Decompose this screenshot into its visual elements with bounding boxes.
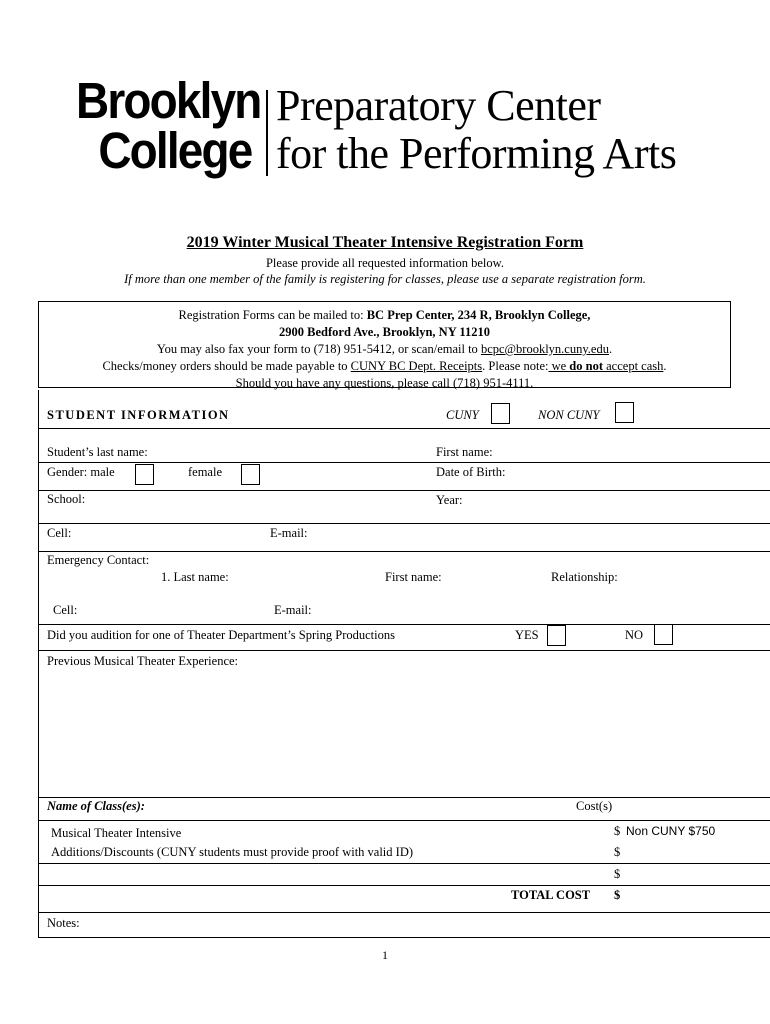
rule (39, 885, 770, 886)
gender-male-label: Gender: male (47, 465, 115, 479)
class-row-musical-theater: Musical Theater Intensive (51, 826, 182, 840)
student-last-name-label: Student’s last name: (47, 445, 148, 459)
page-number: 1 (382, 948, 388, 962)
audition-yes-checkbox[interactable] (547, 625, 566, 646)
class-row-dollar: $ (614, 824, 621, 838)
audition-no-label: NO (625, 628, 644, 642)
cash-note-we: we (548, 359, 570, 373)
logo-line-preparatory: Preparatory Center (276, 81, 601, 130)
cuny-label: CUNY (446, 408, 479, 422)
form-title: 2019 Winter Musical Theater Intensive Registration Form (186, 234, 584, 251)
rule (39, 462, 770, 463)
audition-no-checkbox[interactable] (654, 624, 673, 645)
payable-text-end: . (663, 359, 667, 373)
rule (39, 523, 770, 524)
experience-field[interactable] (39, 665, 770, 795)
logo-line-performing-arts: for the Performing Arts (276, 129, 677, 178)
cash-note (548, 359, 663, 373)
rule (39, 797, 770, 798)
logo-line-brooklyn: Brooklyn (76, 72, 261, 129)
payable-text: Checks/money orders should be made payable to (102, 359, 351, 373)
payee-name: CUNY BC Dept. Receipts (350, 359, 483, 373)
emergency-first-name-label: First name: (385, 570, 442, 584)
emergency-relationship-label: Relationship: (551, 570, 618, 584)
email-link[interactable]: bcpc@brooklyn.cuny.edu (480, 342, 609, 356)
cost-header: Cost(s) (576, 799, 613, 813)
note-label: . Please note: (482, 359, 549, 373)
rule (39, 650, 770, 651)
date-of-birth-label: Date of Birth: (436, 465, 506, 479)
rule (39, 863, 770, 864)
student-first-name-label: First name: (436, 445, 493, 459)
registration-form (38, 390, 770, 938)
emergency-last-name-label: 1. Last name: (161, 570, 229, 584)
questions-text: Should you have any questions, please call (718) 951-4111. (235, 376, 534, 390)
brooklyn-college-logo (76, 72, 261, 179)
non-cuny-label: NON CUNY (538, 408, 600, 422)
fax-text-end: . (608, 342, 613, 356)
cuny-checkbox[interactable] (491, 403, 510, 424)
cash-note-do-not: do not (569, 359, 603, 373)
logo-center-name (276, 82, 676, 178)
total-cost-label: TOTAL COST (511, 888, 591, 902)
emergency-cell-label: Cell: (53, 603, 78, 617)
school-label: School: (47, 492, 86, 506)
year-label: Year: (436, 493, 463, 507)
fax-text: You may also fax your form to (718) 951-5412, or scan/email to (156, 342, 481, 356)
student-info-header: STUDENT INFORMATION (47, 408, 230, 422)
gender-female-checkbox[interactable] (241, 464, 260, 485)
rule (39, 490, 770, 491)
experience-label: Previous Musical Theater Experience: (47, 654, 239, 668)
logo-divider (266, 90, 268, 176)
class-row-price: Non CUNY $750 (626, 824, 716, 838)
logo-line-college: College (98, 122, 252, 179)
non-cuny-checkbox[interactable] (615, 402, 634, 423)
emergency-contact-label: Emergency Contact: (47, 553, 150, 567)
notes-label: Notes: (47, 916, 80, 930)
extra-row-dollar: $ (614, 867, 621, 881)
student-cell-label: Cell: (47, 526, 72, 540)
mailing-info-box (38, 301, 731, 388)
emergency-email-label: E-mail: (274, 603, 312, 617)
audition-question: Did you audition for one of Theater Department’s Spring Productions (47, 628, 395, 642)
rule (39, 912, 770, 913)
cash-note-accept: accept cash (603, 359, 664, 373)
rule (39, 551, 770, 552)
gender-female-label: female (188, 465, 223, 479)
student-email-label: E-mail: (270, 526, 308, 540)
audition-yes-label: YES (515, 628, 539, 642)
class-name-header: Name of Class(es): (47, 799, 145, 813)
mail-address-line2: 2900 Bedford Ave., Brooklyn, NY 11210 (279, 325, 490, 339)
mail-line1-label: Registration Forms can be mailed to: (178, 308, 367, 322)
total-cost-dollar: $ (614, 888, 621, 902)
additions-dollar: $ (614, 845, 621, 859)
additions-discounts-row: Additions/Discounts (CUNY students must provide proof with valid ID) (51, 845, 414, 859)
form-subtitle: Please provide all requested information below. (265, 256, 504, 270)
mail-address-line1: BC Prep Center, 234 R, Brooklyn College, (366, 308, 591, 322)
gender-male-checkbox[interactable] (135, 464, 154, 485)
rule (39, 820, 770, 821)
rule (39, 428, 770, 429)
form-note: If more than one member of the family is registering for classes, please use a separate registration form. (124, 272, 646, 286)
